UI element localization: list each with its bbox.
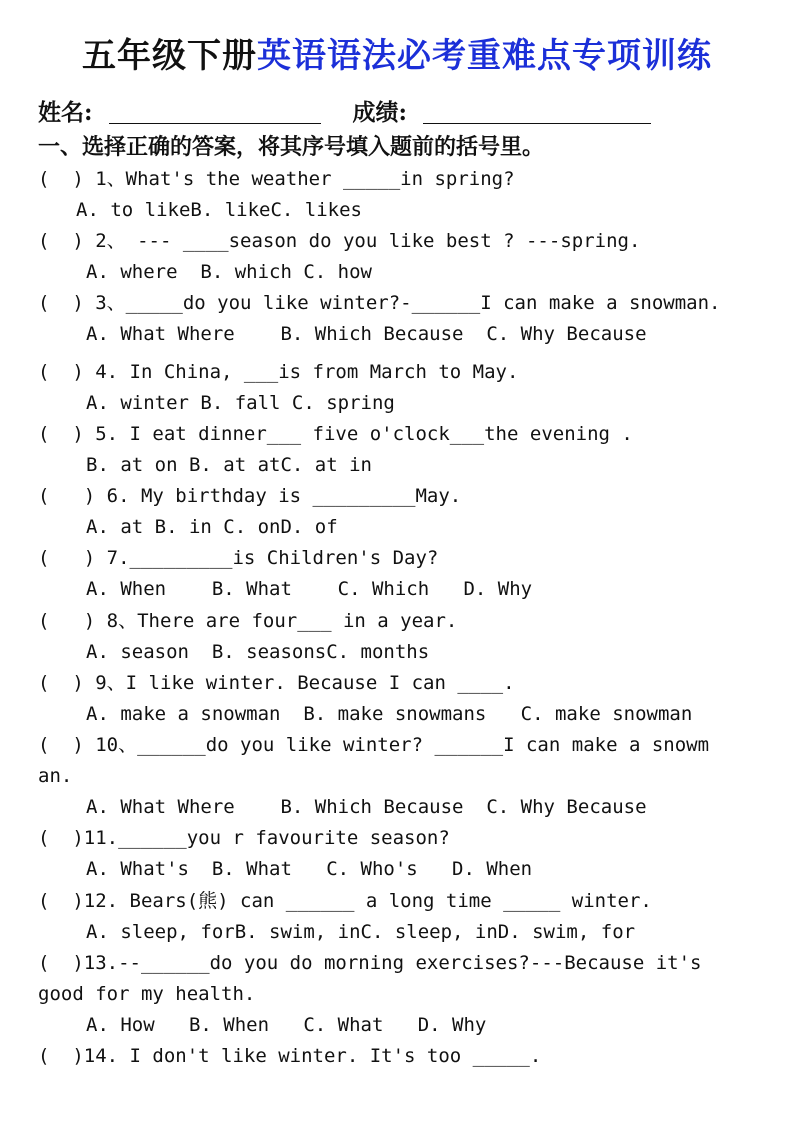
- options-10: A. What Where B. Which Because C. Why Because: [86, 796, 647, 818]
- question-7: ( ) 7._________is Children's Day?: [38, 547, 439, 569]
- options-2: A. where B. which C. how: [86, 261, 372, 283]
- options-9: A. make a snowman B. make snowmans C. make snowman: [86, 703, 693, 725]
- question-3: ( ) 3、_____do you like winter?-______I can make a snowman.: [38, 292, 721, 314]
- title-grade: 五年级下册: [82, 36, 257, 76]
- title-topic: 英语语法必考重难点专项训练: [257, 36, 712, 76]
- options-1: A. to likeB. likeC. likes: [76, 199, 362, 221]
- options-3: A. What Where B. Which Because C. Why Because: [86, 323, 647, 345]
- question-5: ( ) 5. I eat dinner___ five o'clock___the evening .: [38, 423, 633, 445]
- question-11: ( )11.______you r favourite season?: [38, 827, 450, 849]
- options-7: A. When B. What C. Which D. Why: [86, 578, 533, 600]
- question-12: ( )12. Bears(熊) can ______ a long time _____ winter.: [38, 890, 652, 912]
- score-label: 成绩:: [352, 99, 408, 126]
- options-5: B. at on B. at atC. at in: [86, 454, 372, 476]
- question-6: ( ) 6. My birthday is _________May.: [38, 485, 462, 507]
- options-8: A. season B. seasonsC. months: [86, 641, 430, 663]
- options-4: A. winter B. fall C. spring: [86, 392, 395, 414]
- question-8: ( ) 8、There are four___ in a year.: [38, 610, 458, 632]
- question-1: ( ) 1、What's the weather _____in spring?: [38, 168, 515, 190]
- options-13: A. How B. When C. What D. Why: [86, 1014, 487, 1036]
- score-blank[interactable]: [423, 101, 651, 124]
- options-6: A. at B. in C. onD. of: [86, 516, 338, 538]
- page-title: [0, 28, 794, 77]
- question-14: ( )14. I don't like winter. It's too _____.: [38, 1045, 542, 1067]
- student-info-row: [38, 94, 651, 127]
- question-10: ( ) 10、______do you like winter? ______I can make a snowm: [38, 734, 710, 756]
- name-label: 姓名:: [38, 99, 93, 126]
- options-12: A. sleep, forB. swim, inC. sleep, inD. swim, for: [86, 921, 636, 943]
- question-10-continued: an.: [38, 765, 73, 787]
- section-heading: 一、选择正确的答案，将其序号填入题前的括号里。: [38, 134, 545, 160]
- question-4: ( ) 4. In China, ___is from March to May.: [38, 361, 519, 383]
- question-2: ( ) 2、 --- ____season do you like best ? ---spring.: [38, 230, 641, 252]
- question-9: ( ) 9、I like winter. Because I can ____.: [38, 672, 515, 694]
- question-13-continued: good for my health.: [38, 983, 256, 1005]
- question-13: ( )13.--______do you do morning exercises?---Because it's: [38, 952, 702, 974]
- name-blank[interactable]: [109, 101, 321, 124]
- options-11: A. What's B. What C. Who's D. When: [86, 858, 533, 880]
